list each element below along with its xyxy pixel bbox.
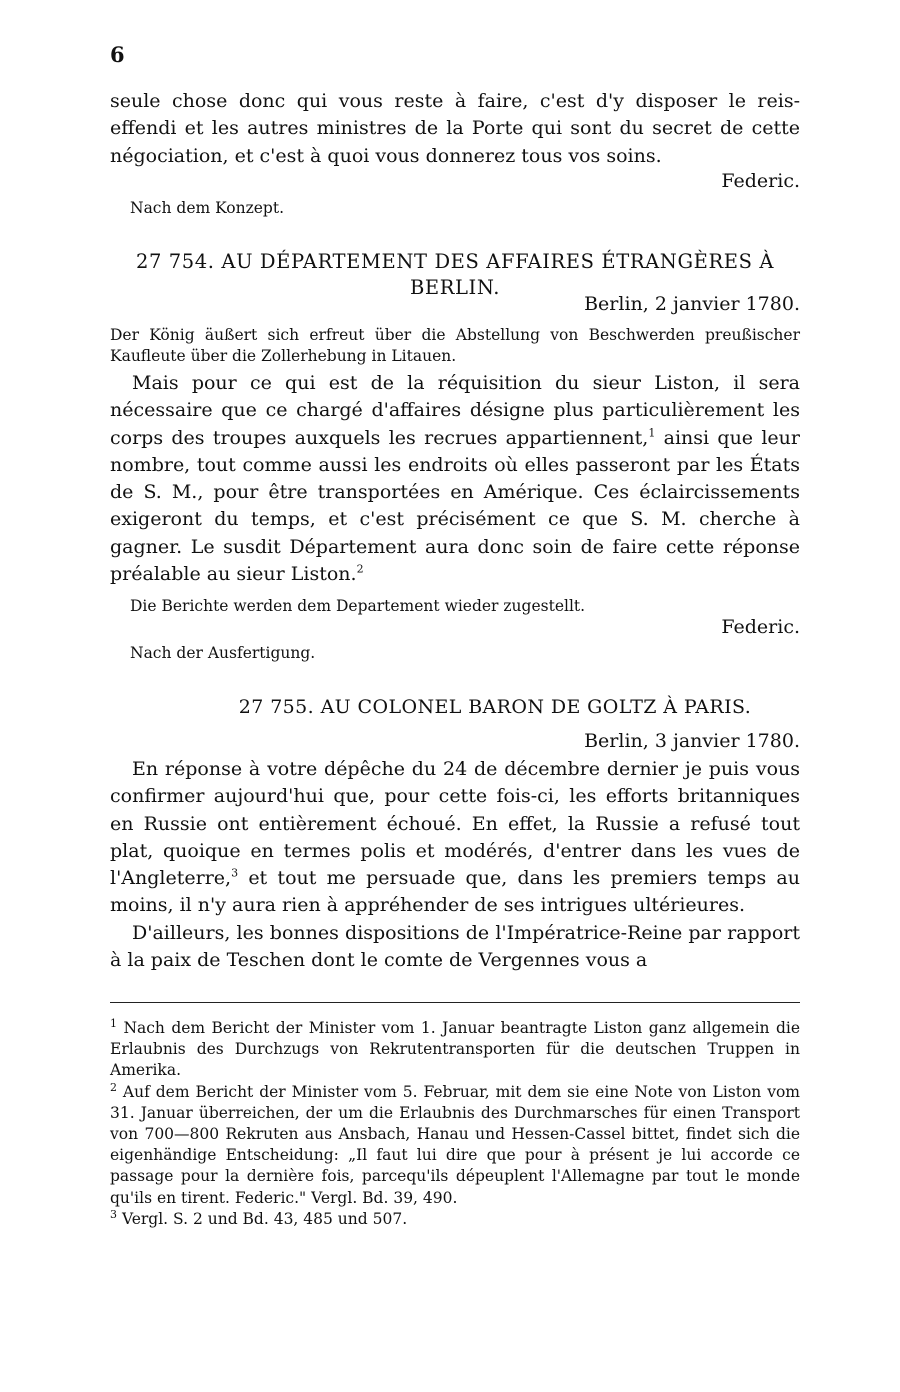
footnote-mark: 1 <box>110 1016 117 1030</box>
footnotes <box>110 1018 800 1230</box>
footnote-text: Nach dem Bericht der Minister vom 1. Januar beantragte Liston ganz allgemein die Erlaubnis des Durchzugs von Rekrutentransporten für die deutschen Truppen in Amerika. <box>110 1019 800 1080</box>
intro-text: seule chose donc qui vous reste à faire, c'est d'y disposer le reis-effendi et les autres ministres de la Porte qui sont du secret de cette négociation, et c'est à quoi vous donnerez tous vos soins. <box>110 90 800 167</box>
letter2-para2: D'ailleurs, les bonnes dispositions de l'Impératrice-Reine par rapport à la paix de Teschen dont le comte de Vergennes vous a <box>110 921 800 972</box>
footnote-mark: 3 <box>110 1207 117 1221</box>
footnote-ref-3: 3 <box>231 866 239 880</box>
letter2-body <box>110 756 800 974</box>
footnote-3 <box>110 1209 800 1230</box>
letter1-heading-line2: BERLIN. <box>409 276 501 299</box>
letter1-number: 27 754. <box>135 250 215 273</box>
letter2-para1-part1: En réponse à votre dépêche du 24 de décembre dernier je puis vous confirmer aujourd'hui que, pour cette fois-ci, les efforts britanniques en Russie ont entièrement échoué. En effet, la Russie a refusé tout plat, quoique en termes polis et modérés, d'entrer dans les vues de l'Angleterre, <box>110 758 800 890</box>
letter1-date: Berlin, 2 janvier 1780. <box>584 293 800 315</box>
footnote-2 <box>110 1082 800 1209</box>
letter2-number: 27 755. <box>238 696 315 718</box>
footnote-mark: 2 <box>110 1080 117 1094</box>
letter2-para1-part2: et tout me persuade que, dans les premiers temps au moins, il n'y aura rien à appréhender de ses intrigues ultérieures. <box>110 867 800 917</box>
letter1-signature: Federic. <box>721 616 800 638</box>
intro-paragraph <box>110 88 800 170</box>
letter1-note: Die Berichte werden dem Departement wieder zugestellt. <box>130 597 586 615</box>
footnote-1 <box>110 1018 800 1082</box>
footnote-divider <box>110 1002 800 1003</box>
letter1-heading-line1: AU DÉPARTEMENT DES AFFAIRES ÉTRANGÈRES À <box>221 250 775 273</box>
letter1-body-part1: Mais pour ce qui est de la réquisition du sieur Liston, il sera nécessaire que ce chargé d'affaires désigne plus particulièrement les corps des troupes auxquels les recrues appartiennent, <box>110 372 800 449</box>
footnote-ref-2: 2 <box>356 562 364 576</box>
page-number: 6 <box>110 42 125 67</box>
letter2-date: Berlin, 3 janvier 1780. <box>584 730 800 752</box>
footnote-text: Auf dem Bericht der Minister vom 5. Februar, mit dem sie eine Note von Liston vom 31. Januar überreichen, der um die Erlaubnis des Durchmarsches für einen Transport von 700—800 Rekruten aus Ansbach, Hanau und Hessen-Cassel bittet, findet sich die eigenhändige Entscheidung: „Il faut lui dire que pour à présent je lui accorde ce passage pour la dernière fois, parcequ'ils dépeuplent l'Allemagne par tout le monde qu'ils en tirent. Federic." Vergl. Bd. 39, 490. <box>110 1082 800 1207</box>
letter1-body <box>110 370 800 588</box>
intro-source: Nach dem Konzept. <box>130 199 285 217</box>
letter2-heading-text: AU COLONEL BARON DE GOLTZ À PARIS. <box>320 696 752 718</box>
letter1-source: Nach der Ausfertigung. <box>130 644 316 662</box>
footnote-text: Vergl. S. 2 und Bd. 43, 485 und 507. <box>121 1209 408 1228</box>
letter1-summary: Der König äußert sich erfreut über die Abstellung von Beschwerden preußischer Kaufleute über die Zollerhebung in Litauen. <box>110 326 800 365</box>
footnote-ref-1: 1 <box>648 426 656 440</box>
letter1-body-part2: ainsi que leur nombre, tout comme aussi les endroits où elles passeront par les États de S. M., pour être transportées en Amérique. Ces éclaircissements exigeront du temps, et c'est précisément ce que S. M. cherche à gagner. Le susdit Département aura donc soin de faire cette réponse préalable au sieur Liston. <box>110 426 800 586</box>
letter1-heading <box>110 248 800 275</box>
intro-signature: Federic. <box>721 170 800 192</box>
letter2-heading <box>110 694 840 721</box>
